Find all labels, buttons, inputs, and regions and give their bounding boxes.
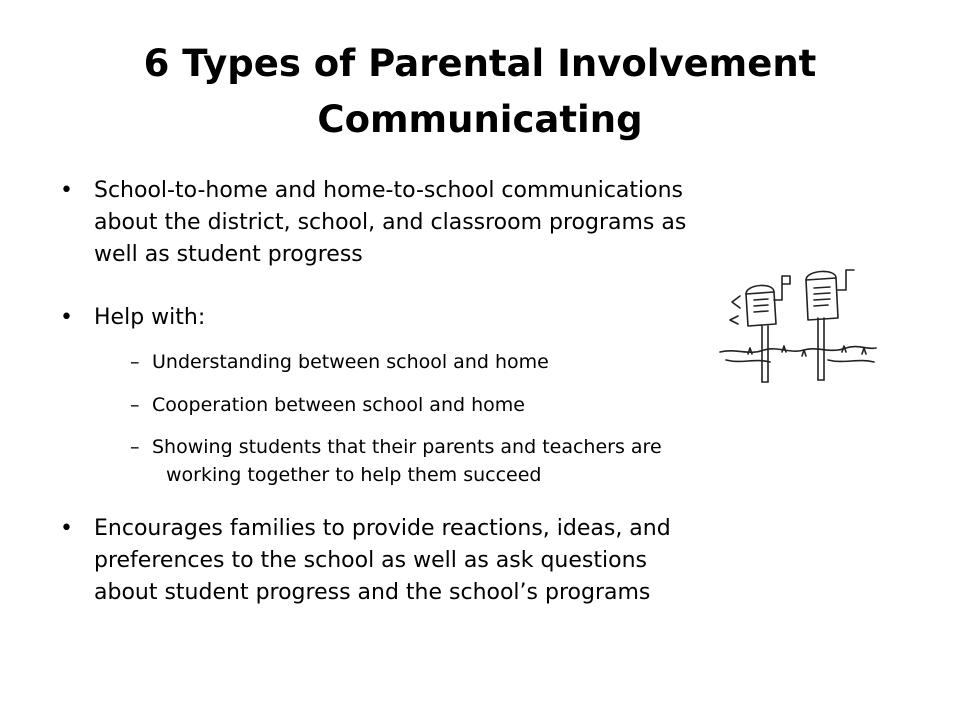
- sub-item-text: [152, 348, 549, 376]
- slide-title: [60, 36, 900, 148]
- bullet-glyph: •: [60, 178, 73, 203]
- dash-glyph: –: [130, 436, 140, 458]
- bullet-line: about student progress and the school’s programs: [94, 580, 651, 605]
- dash-glyph: –: [130, 394, 140, 416]
- bullet-line: Encourages families to provide reactions, ideas, and: [94, 516, 671, 541]
- sub-item-text: [152, 433, 662, 489]
- bullet-line: about the district, school, and classroom programs as: [94, 210, 687, 235]
- sub-item-line: Understanding between school and home: [152, 351, 549, 373]
- bullet-text: [94, 302, 205, 334]
- sub-item-line: Showing students that their parents and teachers are: [152, 436, 662, 458]
- mailboxes-illustration: [718, 264, 878, 386]
- bullet-line: Help with:: [94, 305, 206, 330]
- bullet-line: preferences to the school as well as ask questions: [94, 548, 647, 573]
- bullet-line: School-to-home and home-to-school communications: [94, 178, 684, 203]
- bullet-line: well as student progress: [94, 242, 363, 267]
- sub-item-line: Cooperation between school and home: [152, 394, 525, 416]
- bullet-text: [94, 175, 686, 271]
- bullet-text: [94, 513, 671, 609]
- sub-item-text: [152, 391, 525, 419]
- dash-glyph: –: [130, 351, 140, 373]
- title-line-2: Communicating: [317, 98, 643, 141]
- sub-item-line: working together to help them succeed: [166, 464, 542, 486]
- bullet-glyph: •: [60, 305, 73, 330]
- title-line-1: 6 Types of Parental Involvement: [143, 42, 817, 85]
- bullet-glyph: •: [60, 516, 73, 541]
